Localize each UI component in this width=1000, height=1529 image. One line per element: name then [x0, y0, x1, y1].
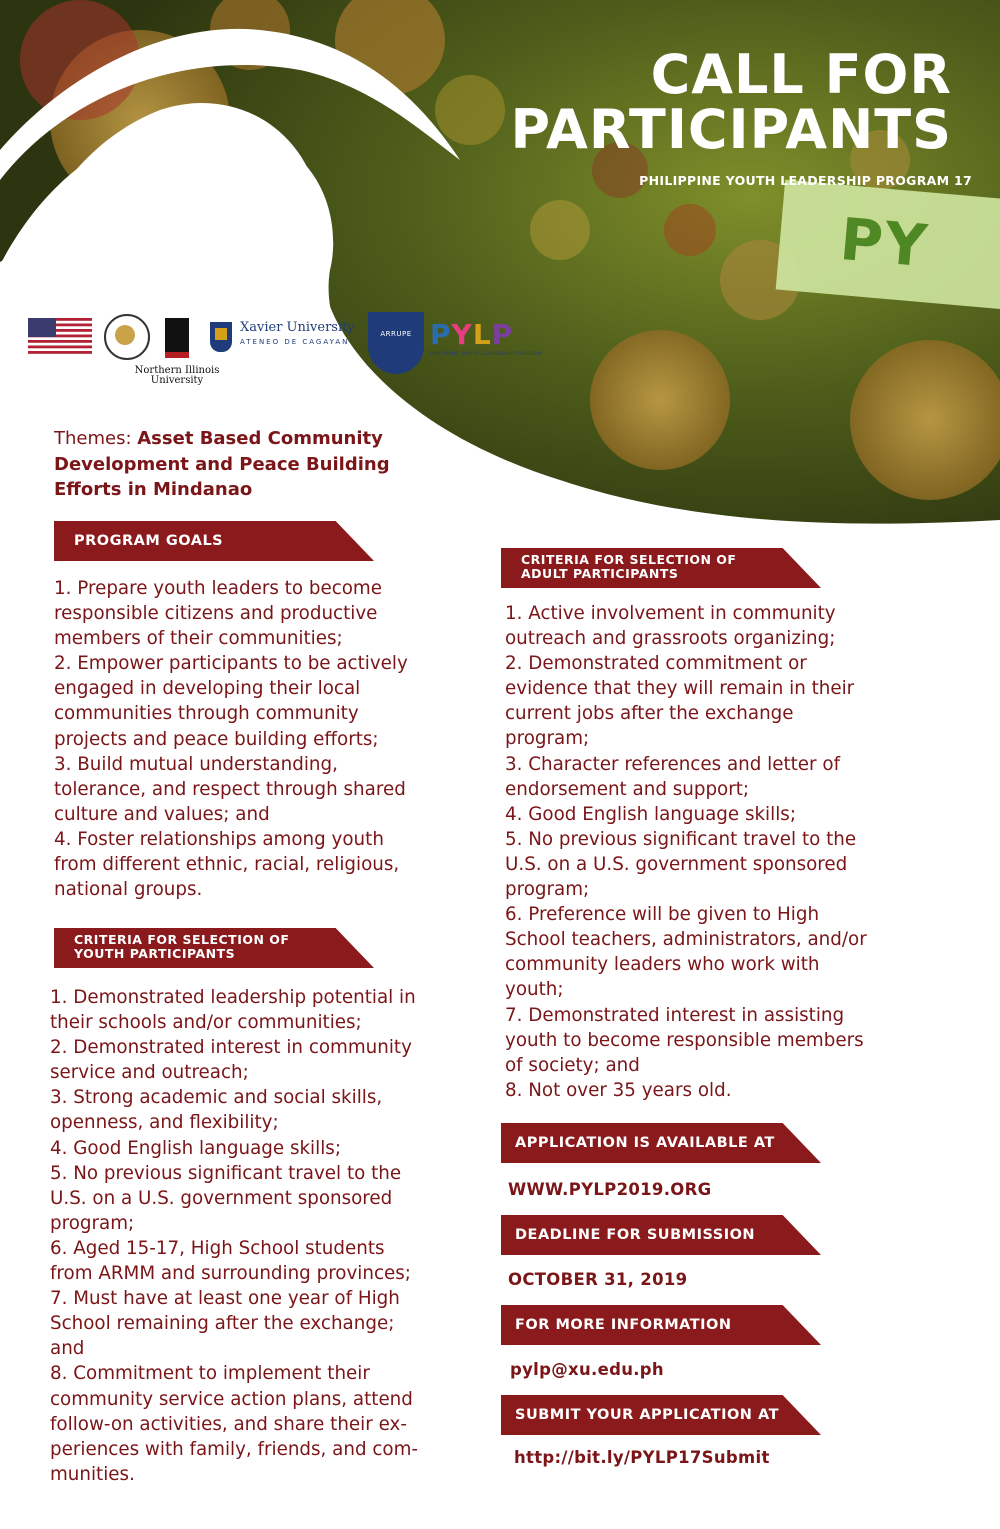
deadline-heading-text: DEADLINE FOR SUBMISSION — [515, 1227, 756, 1243]
list-line: 6. Preference will be given to High — [505, 904, 820, 926]
submit-url-link[interactable]: http://bit.ly/PYLP17Submit — [514, 1448, 770, 1467]
pylp-caption: PHILIPPINE YOUTH LEADERSHIP PROGRAM — [430, 352, 543, 357]
list-line: community leaders who work with — [505, 954, 820, 976]
adult-criteria-heading-line2: ADULT PARTICIPANTS — [521, 566, 679, 581]
list-line: community service action plans, attend — [50, 1388, 413, 1410]
sponsor-logos — [28, 312, 548, 392]
xu-subname: ATENEO DE CAGAYAN — [240, 338, 350, 346]
list-line: communities through community — [54, 703, 359, 725]
program-subtitle: PHILIPPINE YOUTH LEADERSHIP PROGRAM 17 — [639, 173, 972, 188]
list-line: openness, and flexibility; — [50, 1112, 279, 1134]
list-line: munities. — [50, 1463, 135, 1485]
list-line: 5. No previous significant travel to the — [505, 828, 857, 850]
list-line: and — [50, 1338, 85, 1360]
youth-criteria-heading-line1: CRITERIA FOR SELECTION OF — [74, 932, 290, 947]
adult-criteria-list — [505, 601, 945, 1103]
list-line: their schools and/or communities; — [50, 1012, 362, 1034]
list-line: 4. Foster relationships among youth — [54, 828, 384, 850]
photo-banner-text: PY — [837, 204, 932, 281]
list-line: engaged in developing their local — [54, 678, 361, 700]
themes — [54, 426, 434, 503]
list-line: endorsement and support; — [505, 778, 750, 800]
list-line: current jobs after the exchange — [505, 703, 794, 725]
youth-criteria-heading-line2: YOUTH PARTICIPANTS — [74, 946, 236, 961]
title-line2: PARTICIPANTS — [510, 98, 952, 161]
list-line: from different ethnic, racial, religious, — [54, 854, 400, 876]
niu-logo — [132, 318, 222, 386]
arrupe-name: ARRUPE — [380, 330, 412, 338]
list-line: projects and peace building efforts; — [54, 728, 379, 750]
list-line: 1. Active involvement in community — [505, 603, 836, 624]
niu-mark-icon — [165, 318, 189, 358]
page-title — [510, 43, 952, 161]
list-line: of society; and — [505, 1054, 640, 1076]
submit-heading — [501, 1395, 821, 1435]
pylp-mark: PYLP — [430, 318, 514, 351]
list-line: 5. No previous significant travel to the — [50, 1162, 402, 1184]
list-line: 1. Prepare youth leaders to become — [54, 578, 382, 599]
list-line: 2. Demonstrated commitment or — [505, 653, 807, 675]
adult-criteria-heading — [501, 548, 821, 588]
application-heading — [501, 1123, 821, 1163]
list-line: follow-on activities, and share their ex- — [50, 1413, 407, 1435]
list-line: 1. Demonstrated leadership potential in — [50, 987, 416, 1008]
list-line: 7. Must have at least one year of High — [50, 1288, 400, 1310]
us-flag-icon — [28, 318, 92, 354]
program-goals-list — [54, 576, 474, 902]
list-line: 4. Good English language skills; — [50, 1137, 341, 1159]
list-line: evidence that they will remain in their — [505, 678, 855, 700]
list-line: periences with family, friends, and com- — [50, 1438, 419, 1460]
themes-value: Asset Based Community Development and Peace Building Efforts in Mindanao — [54, 428, 390, 500]
list-line: responsible citizens and productive — [54, 603, 378, 625]
program-goals-heading — [54, 521, 374, 561]
list-line: 8. Not over 35 years old. — [505, 1079, 732, 1101]
program-goals-heading-text: PROGRAM GOALS — [74, 533, 224, 549]
youth-criteria-heading — [54, 928, 374, 968]
arrupe-logo — [368, 312, 424, 374]
list-line: service and outreach; — [50, 1062, 249, 1084]
application-url-link[interactable]: WWW.PYLP2019.ORG — [508, 1180, 712, 1199]
list-line: program; — [505, 879, 590, 901]
list-line: 6. Aged 15-17, High School students — [50, 1237, 385, 1259]
list-line: School remaining after the exchange; — [50, 1313, 395, 1335]
contact-email-link[interactable]: pylp@xu.edu.ph — [510, 1360, 664, 1379]
list-line: 2. Demonstrated interest in community — [50, 1037, 412, 1059]
submit-heading-text: SUBMIT YOUR APPLICATION AT — [515, 1407, 779, 1423]
themes-label: Themes: — [54, 428, 138, 449]
list-line: 3. Build mutual understanding, — [54, 753, 338, 775]
list-line: from ARMM and surrounding provinces; — [50, 1263, 411, 1285]
deadline-date: OCTOBER 31, 2019 — [508, 1270, 688, 1289]
list-line: 3. Strong academic and social skills, — [50, 1087, 383, 1109]
list-line: 7. Demonstrated interest in assisting — [505, 1004, 845, 1026]
adult-criteria-heading-line1: CRITERIA FOR SELECTION OF — [521, 552, 737, 567]
list-line: youth to become responsible members — [505, 1029, 864, 1051]
application-heading-text: APPLICATION IS AVAILABLE AT — [515, 1135, 775, 1151]
youth-criteria-heading-text — [74, 933, 289, 961]
more-info-heading-text: FOR MORE INFORMATION — [515, 1317, 732, 1333]
list-line: program; — [505, 728, 590, 750]
list-line: 4. Good English language skills; — [505, 803, 796, 825]
deadline-heading — [501, 1215, 821, 1255]
list-line: national groups. — [54, 879, 203, 901]
list-line: School teachers, administrators, and/or — [505, 929, 867, 951]
list-line: tolerance, and respect through shared — [54, 778, 406, 800]
pylp-logo — [430, 318, 543, 358]
more-info-heading — [501, 1305, 821, 1345]
list-line: 2. Empower participants to be actively — [54, 653, 408, 675]
title-line1: CALL FOR — [650, 43, 952, 106]
xu-name: Xavier University — [240, 320, 355, 335]
list-line: 8. Commitment to implement their — [50, 1363, 370, 1385]
photo-banner — [776, 180, 1000, 310]
list-line: members of their communities; — [54, 628, 343, 650]
youth-criteria-list — [50, 985, 480, 1487]
list-line: U.S. on a U.S. government sponsored — [50, 1187, 393, 1209]
list-line: outreach and grassroots organizing; — [505, 628, 836, 650]
list-line: program; — [50, 1212, 135, 1234]
list-line: youth; — [505, 979, 564, 1001]
niu-name: Northern Illinois University — [134, 365, 220, 386]
list-line: culture and values; and — [54, 803, 270, 825]
xu-shield-icon — [210, 322, 232, 352]
list-line: 3. Character references and letter of — [505, 753, 841, 775]
adult-criteria-heading-text — [521, 553, 736, 581]
list-line: U.S. on a U.S. government sponsored — [505, 853, 848, 875]
